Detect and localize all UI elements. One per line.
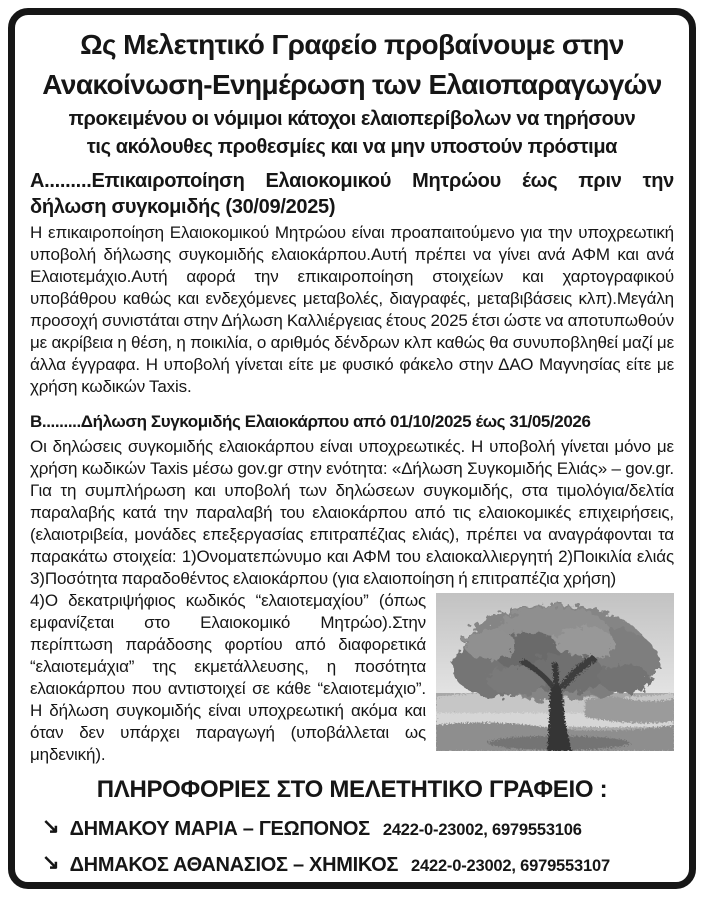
section-b-heading: Β.........Δήλωση Συγκομιδής Ελαιοκάρπου από 01/10/2025 έως 31/05/2026 — [30, 412, 591, 431]
arrow-down-right-icon: ↘ — [42, 815, 60, 838]
footer-heading: ΠΛΗΡΟΦΟΡΙΕΣ ΣΤΟ ΜΕΛΕΤΗΤΙΚΟ ΓΡΑΦΕΙΟ : — [96, 776, 608, 803]
arrow-down-right-icon: ↘ — [42, 851, 60, 874]
subtitle-line-1: προκειμένου οι νόμιμοι κάτοχοι ελαιοπερίβολων να τηρήσουν — [68, 108, 636, 130]
section-b-body-part1: Οι δηλώσεις συγκομιδής ελαιοκάρπου είναι υποχρεωτικές. Η υποβολή γίνεται μόνο με χρήση κωδικών Taxis μέσω gov.gr στην ενότητα: «Δήλωση Συγκομιδής Ελιάς» – gov.gr. Για τη συμπλήρωση και υποβολή των δηλώσεων συγκομιδής, στα τιμολόγια/δελτία παραλαβής κατά την παραλαβή του ελαιοκάρπου από τις ελαιοκομικές επιχειρήσεις, (ελαιοτριβεία, μονάδες επεξεργασίας επιτραπέζιας ελιάς), πρέπει να αναγράφονται τα παρακάτω στοιχεία: 1)Ονοματεπώνυμο και ΑΦΜ του ελαιοκαλλιεργητή 2)Ποικιλία ελιάς 3)Ποσότητα παραδοθέντος ελαιοκάρπου (για ελαιοποίηση ή επιτραπέζια χρήση) — [30, 437, 674, 588]
contact-name: ΔΗΜΑΚΟΣ ΑΘΑΝΑΣΙΟΣ – ΧΗΜΙΚΟΣ — [69, 854, 399, 876]
section-a-heading: Α.........Επικαιροποίηση Ελαιοκομικού Μητρώου έως πριν την δήλωση συγκομιδής (30/09/2025) — [30, 170, 674, 218]
title-line-2: Ανακοίνωση-Ενημέρωση των Ελαιοπαραγωγών — [42, 69, 662, 100]
contact-phone: 2422-0-23002, 6979553107 — [411, 857, 610, 875]
section-b-body-part2-wrap — [30, 590, 674, 766]
contact-row-1 — [30, 816, 674, 841]
contact-name: ΔΗΜΑΚΟΥ ΜΑΡΙΑ – ΓΕΩΠΟΝΟΣ — [69, 818, 370, 840]
olive-tree-photo — [436, 593, 674, 751]
notice-document — [8, 8, 696, 889]
subtitle-line-2: τις ακόλουθες προθεσμίες και να μην υποστούν πρόστιμα — [86, 136, 618, 158]
contact-row-2 — [30, 852, 674, 877]
section-a-body: Η επικαιροποίηση Ελαιοκομικού Μητρώου είναι προαπαιτούμενο για την υποχρεωτική υποβολή δήλωσης συγκομιδής ελαιοκάρπου.Αυτή πρέπει να γίνει ανά ΑΦΜ και ανά Ελαιοτεμάχιο.Αυτή αφορά την επικαιροποίηση στοιχείων και χαρτογραφικού υποβάθρου καθώς και ενδεχόμενες μεταβολές, διαγραφές, μεταβιβάσεις κλπ).Μεγάλη προσοχή συνιστάται στην Δήλωση Καλλιέργειας έτους 2025 έτσι ώστε να αποτυπωθούν με ακρίβεια η θέση, η ποικιλία, ο αριθμός δένδρων κλπ καθώς θα συνυποβληθεί μαζί με άλλα έγγραφα. Η υποβολή γίνεται είτε με φυσικό φάκελο στην ΔΑΟ Μαγνησίας είτε με χρήση κωδικών Taxis. — [30, 223, 674, 396]
title-line-1: Ως Μελετητικό Γραφείο προβαίνουμε στην — [80, 29, 624, 60]
section-b-body-part2: 4)Ο δεκατριψήφιος κωδικός “ελαιοτεμαχίου” (όπως εμφανίζεται στο Ελαιοκομικό Μητρώο).Στην περίπτωση παράδοσης φορτίου από διαφορετικά “ελαιοτεμάχια” της εκμετάλλευσης, η ποσότητα ελαιοκάρπου που αντιστοιχεί σε κάθε “ελαιοτεμάχιο”. Η δήλωση συγκομιδής είναι υποχρεωτική ακόμα και όταν δεν υπάρχει παραγωγή (υποβάλλεται ως μηδενική). — [30, 591, 426, 764]
contact-phone: 2422-0-23002, 6979553106 — [382, 821, 582, 839]
notice-header — [30, 25, 674, 161]
olive-tree-illustration — [436, 593, 674, 751]
